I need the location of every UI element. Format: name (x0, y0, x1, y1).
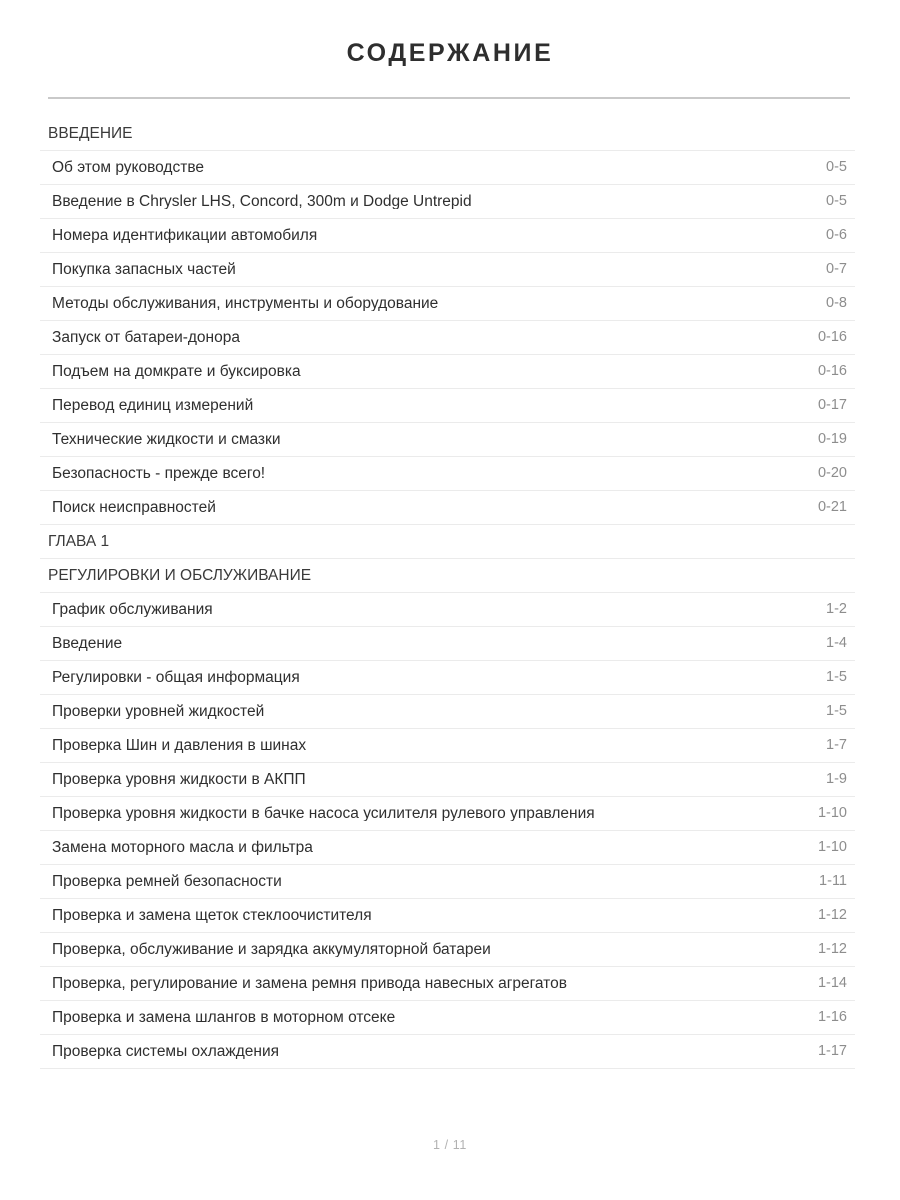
toc-entry[interactable] (40, 1001, 855, 1035)
toc-entry-label: Проверка ремней безопасности (52, 873, 282, 890)
toc-entry[interactable] (40, 321, 855, 355)
toc-section-header (40, 525, 855, 559)
toc-entry[interactable] (40, 729, 855, 763)
title-divider (48, 97, 850, 99)
toc-entry[interactable] (40, 457, 855, 491)
toc-entry-page-number: 0-8 (826, 295, 847, 312)
toc-entry[interactable] (40, 219, 855, 253)
toc-entry[interactable] (40, 593, 855, 627)
toc-entry-label: Методы обслуживания, инструменты и оборудование (52, 295, 439, 312)
toc-entry[interactable] (40, 151, 855, 185)
toc-entry[interactable] (40, 423, 855, 457)
toc-entry-label: Замена моторного масла и фильтра (52, 839, 313, 856)
toc-entry-label: Технические жидкости и смазки (52, 431, 281, 448)
table-of-contents (0, 117, 900, 1069)
toc-section-label: ВВЕДЕНИЕ (48, 125, 133, 142)
toc-list (40, 117, 855, 1069)
toc-entry-label: Подъем на домкрате и буксировка (52, 363, 301, 380)
toc-entry[interactable] (40, 253, 855, 287)
toc-entry-page-number: 1-9 (826, 771, 847, 788)
toc-entry-label: Проверка, регулирование и замена ремня привода навесных агрегатов (52, 975, 567, 992)
toc-entry-page-number: 1-5 (826, 669, 847, 686)
toc-entry[interactable] (40, 933, 855, 967)
toc-entry-page-number: 1-2 (826, 601, 847, 618)
toc-entry-label: Проверка уровня жидкости в АКПП (52, 771, 306, 788)
toc-entry-page-number: 0-5 (826, 193, 847, 210)
toc-entry-page-number: 1-16 (817, 1009, 847, 1026)
toc-entry[interactable] (40, 491, 855, 525)
toc-entry-label: Введение в Chrysler LHS, Concord, 300m и Dodge Untrepid (52, 193, 472, 210)
toc-entry-page-number: 1-14 (817, 975, 847, 992)
toc-entry-page-number: 1-10 (817, 805, 847, 822)
toc-entry-page-number: 0-7 (826, 261, 847, 278)
toc-entry-page-number: 1-4 (826, 635, 847, 652)
toc-section-header (40, 117, 855, 151)
toc-section-label: РЕГУЛИРОВКИ И ОБСЛУЖИВАНИЕ (48, 567, 312, 584)
toc-entry[interactable] (40, 389, 855, 423)
toc-entry-label: Запуск от батареи-донора (52, 329, 240, 346)
toc-entry-page-number: 1-12 (817, 907, 847, 924)
toc-entry[interactable] (40, 185, 855, 219)
toc-entry-page-number: 1-10 (817, 839, 847, 856)
toc-entry-label: Введение (52, 635, 123, 652)
toc-entry-page-number: 0-16 (817, 329, 847, 346)
toc-section-label: ГЛАВА 1 (48, 533, 110, 550)
toc-entry[interactable] (40, 763, 855, 797)
toc-entry-page-number: 1-11 (819, 873, 847, 890)
toc-entry-label: Проверки уровней жидкостей (52, 703, 265, 720)
toc-entry-page-number: 0-20 (817, 465, 847, 482)
toc-entry[interactable] (40, 661, 855, 695)
toc-entry[interactable] (40, 831, 855, 865)
toc-entry-page-number: 1-12 (817, 941, 847, 958)
toc-entry[interactable] (40, 899, 855, 933)
toc-entry-label: Проверка системы охлаждения (52, 1043, 280, 1060)
toc-entry-label: Проверка и замена шлангов в моторном отсеке (52, 1009, 396, 1026)
toc-entry-page-number: 0-5 (826, 159, 847, 176)
toc-entry[interactable] (40, 627, 855, 661)
toc-entry-label: Проверка и замена щеток стеклоочистителя (52, 907, 372, 924)
toc-entry-page-number: 1-7 (826, 737, 847, 754)
toc-entry-label: Номера идентификации автомобиля (52, 227, 318, 244)
toc-entry[interactable] (40, 967, 855, 1001)
toc-entry-label: Безопасность - прежде всего! (52, 465, 266, 482)
toc-entry-page-number: 1-17 (817, 1043, 847, 1060)
toc-entry-page-number: 0-19 (817, 431, 847, 448)
toc-entry-label: Перевод единиц измерений (52, 397, 254, 414)
toc-entry-label: Проверка уровня жидкости в бачке насоса усилителя рулевого управления (52, 805, 595, 822)
toc-entry[interactable] (40, 797, 855, 831)
toc-entry[interactable] (40, 287, 855, 321)
toc-entry-label: Покупка запасных частей (52, 261, 236, 278)
toc-entry-label: Проверка Шин и давления в шинах (52, 737, 307, 754)
toc-entry-page-number: 1-5 (826, 703, 847, 720)
toc-entry-page-number: 0-17 (817, 397, 847, 414)
toc-entry-page-number: 0-6 (826, 227, 847, 244)
toc-entry[interactable] (40, 695, 855, 729)
toc-entry-label: Поиск неисправностей (52, 499, 216, 516)
toc-entry-page-number: 0-16 (817, 363, 847, 380)
toc-entry-label: Проверка, обслуживание и зарядка аккумуляторной батареи (52, 941, 491, 958)
toc-entry-page-number: 0-21 (817, 499, 847, 516)
page-footer: 1 / 11 (433, 1138, 467, 1152)
toc-entry[interactable] (40, 865, 855, 899)
toc-entry-label: График обслуживания (52, 601, 213, 618)
page-title: СОДЕРЖАНИЕ (346, 39, 554, 67)
toc-entry[interactable] (40, 1035, 855, 1069)
toc-section-header (40, 559, 855, 593)
toc-entry[interactable] (40, 355, 855, 389)
toc-entry-label: Регулировки - общая информация (52, 669, 300, 686)
toc-entry-label: Об этом руководстве (52, 159, 205, 176)
